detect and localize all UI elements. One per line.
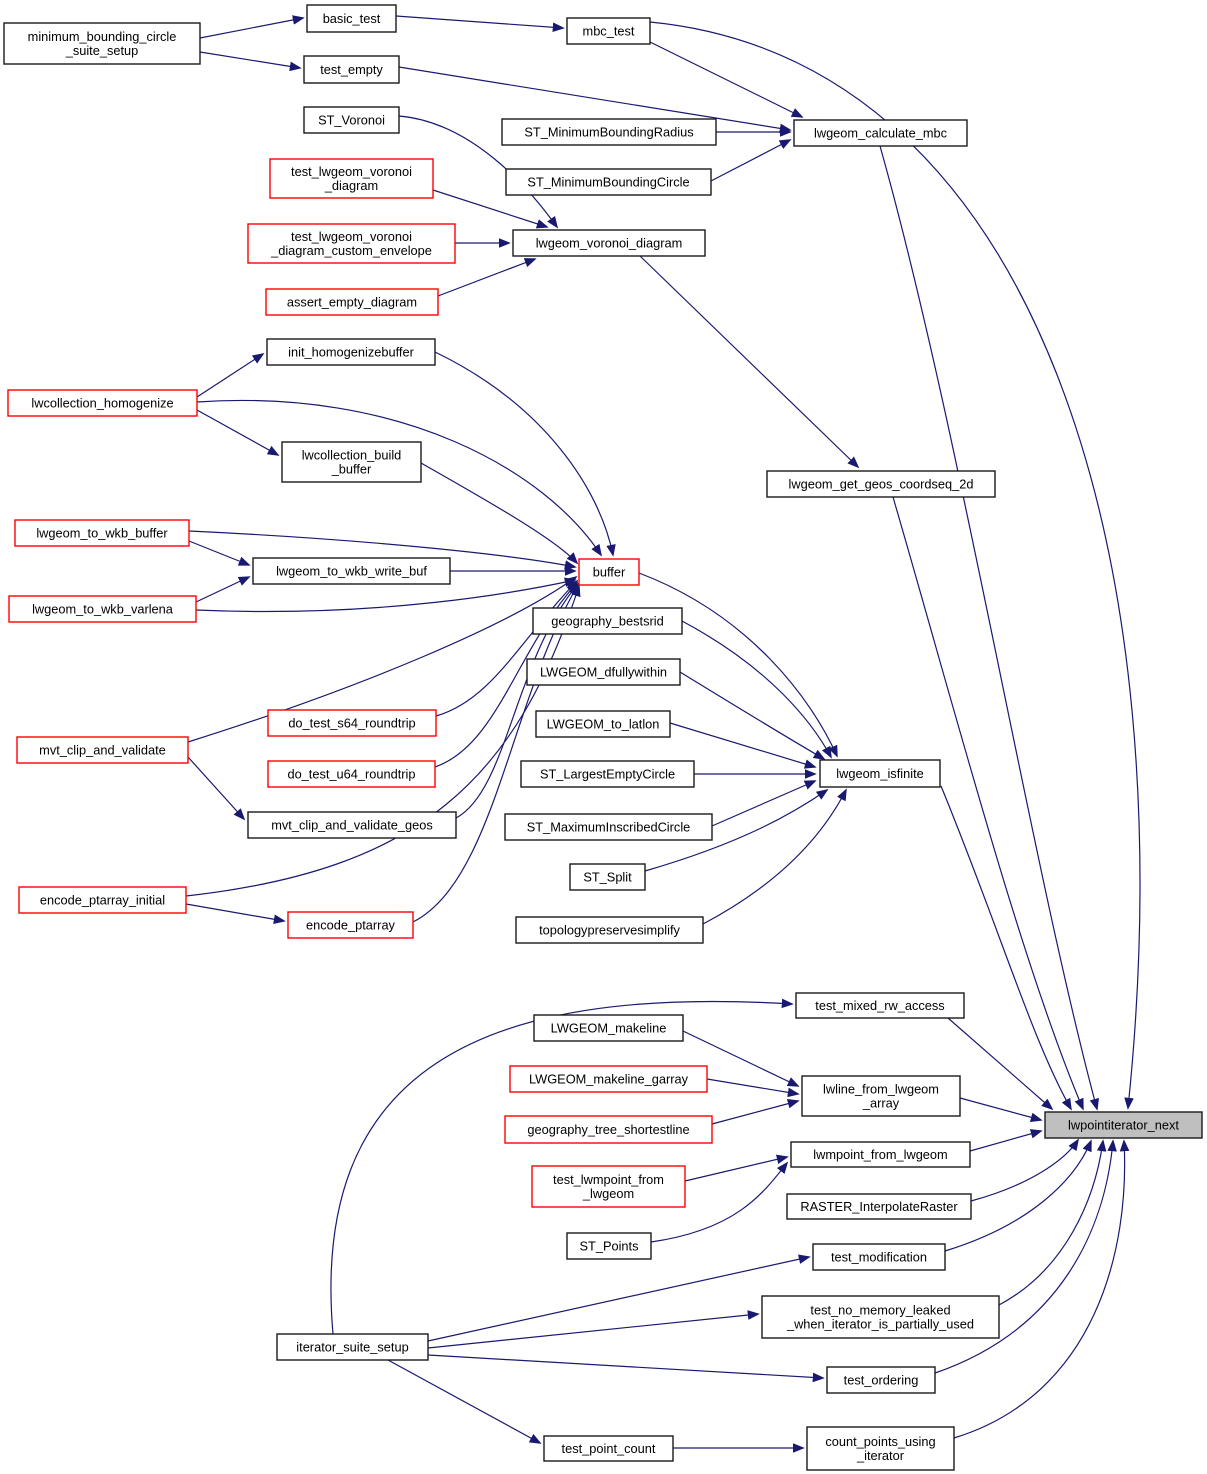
node-label-lwgeom_get_geos_coordseq_2d: lwgeom_get_geos_coordseq_2d [788, 476, 974, 492]
node-ST_MaximumInscribedCircle[interactable] [505, 814, 712, 840]
node-label-mvt_clip_and_validate_geos: mvt_clip_and_validate_geos [271, 817, 433, 833]
edge-test_mixed_rw_access--lwpointiterator_next [948, 1018, 1052, 1109]
node-test_no_memory_leaked_when_iterator_is_partially_used[interactable] [762, 1296, 999, 1338]
node-geography_bestsrid[interactable] [533, 608, 682, 634]
node-label-LWGEOM_makeline_garray: LWGEOM_makeline_garray [528, 1071, 689, 1087]
node-label-do_test_s64_roundtrip: do_test_s64_roundtrip [288, 715, 416, 731]
node-label-ST_MaximumInscribedCircle: ST_MaximumInscribedCircle [526, 819, 691, 835]
node-lwgeom_to_wkb_buffer[interactable] [15, 520, 189, 546]
node-assert_empty_diagram[interactable] [266, 289, 438, 315]
node-lwline_from_lwgeom_array[interactable] [802, 1076, 960, 1116]
edge-geography_bestsrid--lwgeom_isfinite [682, 621, 831, 757]
edge-mvt_clip_and_validate--mvt_clip_and_validate_geos [188, 757, 244, 819]
nodes-layer [4, 5, 1202, 1470]
edge-lwgeom_to_wkb_varlena--lwgeom_to_wkb_write_buf [196, 577, 249, 602]
node-lwgeom_isfinite[interactable] [820, 760, 940, 787]
node-label-test_mixed_rw_access: test_mixed_rw_access [815, 998, 945, 1013]
node-test_modification[interactable] [813, 1244, 945, 1270]
edge-lwline_from_lwgeom_array--lwpointiterator_next [960, 1098, 1041, 1120]
node-test_ordering[interactable] [827, 1367, 935, 1393]
node-lwgeom_to_wkb_write_buf[interactable] [253, 558, 450, 584]
node-label-ST_MinimumBoundingRadius: ST_MinimumBoundingRadius [524, 124, 694, 140]
edge-lwcollection_homogenize--lwcollection_build_buffer [197, 410, 278, 455]
node-LWGEOM_dfullywithin[interactable] [527, 659, 680, 685]
node-test_mixed_rw_access[interactable] [796, 993, 964, 1018]
node-label-minimum_bounding_circle_suite_setup: minimum_bounding_circle _suite_setup [27, 29, 177, 58]
edge-lwcollection_homogenize--init_homogenizebuffer [197, 354, 263, 397]
edge-minimum_bounding_circle_suite_setup--test_empty [200, 52, 300, 68]
node-label-mvt_clip_and_validate: mvt_clip_and_validate [39, 742, 166, 758]
node-test_point_count[interactable] [544, 1436, 673, 1461]
node-label-encode_ptarray: encode_ptarray [306, 917, 395, 933]
node-label-test_no_memory_leaked_when_iterator_is_partially_used: test_no_memory_leaked _when_iterator_is_partially_used [786, 1302, 975, 1332]
node-lwmpoint_from_lwgeom[interactable] [791, 1142, 970, 1167]
edge-init_homogenizebuffer--buffer [435, 352, 613, 555]
node-encode_ptarray[interactable] [288, 912, 413, 938]
node-ST_Points[interactable] [567, 1233, 651, 1259]
edge-encode_ptarray_initial--buffer [186, 586, 579, 896]
node-label-LWGEOM_dfullywithin: LWGEOM_dfullywithin [539, 664, 668, 680]
node-LWGEOM_to_latlon[interactable] [536, 711, 670, 737]
node-label-lwgeom_calculate_mbc: lwgeom_calculate_mbc [813, 125, 948, 141]
node-label-buffer: buffer [592, 564, 626, 580]
edge-basic_test--mbc_test [396, 16, 563, 28]
edge-lwgeom_to_wkb_varlena--buffer [196, 580, 575, 612]
node-lwgeom_calculate_mbc[interactable] [794, 120, 967, 146]
node-iterator_suite_setup[interactable] [277, 1334, 428, 1360]
edge-iterator_suite_setup--test_point_count [388, 1360, 540, 1443]
node-count_points_using_iterator[interactable] [807, 1427, 954, 1470]
node-label-lwgeom_isfinite: lwgeom_isfinite [836, 766, 924, 781]
node-RASTER_InterpolateRaster[interactable] [787, 1194, 971, 1219]
node-label-topologypreservesimplify: topologypreservesimplify [539, 922, 680, 938]
node-test_lwgeom_voronoi_diagram[interactable] [270, 159, 433, 198]
node-label-lwgeom_to_wkb_buffer: lwgeom_to_wkb_buffer [36, 525, 168, 541]
node-label-test_ordering: test_ordering [843, 1372, 919, 1388]
edge-count_points_using_iterator--lwpointiterator_next [954, 1141, 1125, 1438]
node-test_lwgeom_voronoi_diagram_custom_envelope[interactable] [248, 224, 455, 263]
node-lwpointiterator_next[interactable] [1045, 1112, 1202, 1138]
node-label-init_homogenizebuffer: init_homogenizebuffer [288, 344, 414, 360]
edge-minimum_bounding_circle_suite_setup--basic_test [200, 18, 303, 38]
node-label-RASTER_InterpolateRaster: RASTER_InterpolateRaster [800, 1199, 958, 1214]
node-label-lwgeom_voronoi_diagram: lwgeom_voronoi_diagram [535, 235, 683, 251]
node-geography_tree_shortestline[interactable] [505, 1116, 712, 1143]
node-lwcollection_homogenize[interactable] [8, 390, 197, 416]
node-lwcollection_build_buffer[interactable] [282, 442, 421, 482]
edge-mbc_test--lwgeom_calculate_mbc [650, 42, 802, 117]
node-minimum_bounding_circle_suite_setup[interactable] [4, 23, 200, 64]
node-label-assert_empty_diagram: assert_empty_diagram [286, 294, 418, 310]
node-label-basic_test: basic_test [322, 11, 381, 26]
node-ST_MinimumBoundingRadius[interactable] [502, 119, 716, 145]
node-ST_Split[interactable] [570, 864, 645, 890]
node-label-ST_Voronoi: ST_Voronoi [318, 112, 385, 128]
edge-iterator_suite_setup--test_ordering [428, 1355, 823, 1378]
node-mbc_test[interactable] [567, 18, 650, 44]
node-ST_LargestEmptyCircle[interactable] [521, 761, 694, 787]
node-label-count_points_using_iterator: count_points_using _iterator [825, 1434, 936, 1463]
edge-lwgeom_calculate_mbc--lwpointiterator_next [880, 146, 1097, 1109]
node-label-encode_ptarray_initial: encode_ptarray_initial [39, 892, 166, 908]
node-label-do_test_u64_roundtrip: do_test_u64_roundtrip [287, 766, 416, 782]
node-ST_MinimumBoundingCircle[interactable] [506, 169, 711, 195]
node-LWGEOM_makeline_garray[interactable] [510, 1066, 707, 1092]
node-label-ST_MinimumBoundingCircle: ST_MinimumBoundingCircle [527, 174, 690, 190]
edge-topologypreservesimplify--lwgeom_isfinite [703, 790, 846, 924]
edge-encode_ptarray_initial--encode_ptarray [186, 904, 284, 921]
node-init_homogenizebuffer[interactable] [267, 339, 435, 365]
node-lwgeom_get_geos_coordseq_2d[interactable] [767, 471, 995, 497]
edge-geography_tree_shortestline--lwline_from_lwgeom_array [712, 1101, 798, 1124]
edge-mbc_test--lwpointiterator_next [650, 22, 1140, 1108]
edge-ST_MaximumInscribedCircle--lwgeom_isfinite [712, 781, 815, 826]
node-label-lwpointiterator_next: lwpointiterator_next [1068, 1117, 1179, 1133]
node-do_test_s64_roundtrip[interactable] [268, 710, 436, 736]
node-label-test_lwgeom_voronoi_diagram_custom_envelope: test_lwgeom_voronoi _diagram_custom_envelope [271, 229, 432, 258]
node-label-lwgeom_to_wkb_write_buf: lwgeom_to_wkb_write_buf [276, 563, 427, 579]
node-label-ST_Points: ST_Points [579, 1238, 639, 1254]
node-do_test_u64_roundtrip[interactable] [268, 761, 435, 787]
node-encode_ptarray_initial[interactable] [19, 887, 186, 913]
edge-RASTER_InterpolateRaster--lwpointiterator_next [971, 1140, 1078, 1201]
node-test_lwmpoint_from_lwgeom[interactable] [532, 1166, 685, 1207]
node-mvt_clip_and_validate[interactable] [17, 737, 188, 763]
node-label-lwline_from_lwgeom_array: lwline_from_lwgeom _array [823, 1081, 939, 1111]
node-ST_Voronoi[interactable] [304, 107, 399, 133]
node-label-ST_LargestEmptyCircle: ST_LargestEmptyCircle [539, 766, 676, 782]
node-label-lwcollection_homogenize: lwcollection_homogenize [31, 395, 174, 411]
node-label-ST_Split: ST_Split [583, 869, 632, 885]
node-LWGEOM_makeline[interactable] [534, 1015, 683, 1041]
node-label-geography_tree_shortestline: geography_tree_shortestline [527, 1122, 690, 1137]
node-label-geography_bestsrid: geography_bestsrid [551, 613, 664, 629]
node-label-LWGEOM_to_latlon: LWGEOM_to_latlon [546, 716, 660, 732]
edge-LWGEOM_makeline_garray--lwline_from_lwgeom_array [707, 1079, 798, 1094]
node-buffer[interactable] [579, 559, 639, 585]
node-label-lwcollection_build_buffer: lwcollection_build _buffer [301, 447, 402, 477]
node-label-lwmpoint_from_lwgeom: lwmpoint_from_lwgeom [813, 1147, 948, 1162]
edge-lwgeom_to_wkb_buffer--lwgeom_to_wkb_write_buf [189, 541, 249, 565]
edge-assert_empty_diagram--lwgeom_voronoi_diagram [438, 259, 535, 296]
edge-lwmpoint_from_lwgeom--lwpointiterator_next [970, 1131, 1041, 1151]
node-basic_test[interactable] [307, 5, 396, 32]
edge-iterator_suite_setup--test_no_memory_leaked_when_iterator_is_partially_used [428, 1314, 758, 1348]
edge-ST_MinimumBoundingCircle--lwgeom_calculate_mbc [711, 140, 790, 181]
edge-lwgeom_isfinite--lwpointiterator_next [941, 786, 1071, 1109]
node-label-test_empty: test_empty [320, 62, 383, 77]
node-test_empty[interactable] [304, 56, 399, 83]
node-mvt_clip_and_validate_geos[interactable] [248, 812, 456, 838]
node-label-test_lwgeom_voronoi_diagram: test_lwgeom_voronoi _diagram [291, 164, 412, 193]
node-label-lwgeom_to_wkb_varlena: lwgeom_to_wkb_varlena [32, 601, 173, 617]
node-label-LWGEOM_makeline: LWGEOM_makeline [550, 1020, 667, 1036]
node-label-mbc_test: mbc_test [582, 23, 635, 39]
node-lwgeom_to_wkb_varlena[interactable] [9, 596, 196, 622]
edge-test_lwmpoint_from_lwgeom--lwmpoint_from_lwgeom [685, 1157, 787, 1181]
node-lwgeom_voronoi_diagram[interactable] [513, 230, 705, 256]
node-topologypreservesimplify[interactable] [516, 917, 703, 943]
edge-lwcollection_build_buffer--buffer [421, 463, 577, 563]
node-label-test_lwmpoint_from_lwgeom: test_lwmpoint_from _lwgeom [553, 1172, 664, 1201]
node-label-test_point_count: test_point_count [561, 1441, 656, 1456]
node-label-test_modification: test_modification [830, 1249, 928, 1265]
node-label-iterator_suite_setup: iterator_suite_setup [296, 1339, 409, 1355]
edge-lwgeom_voronoi_diagram--lwgeom_get_geos_coordseq_2d [640, 256, 858, 467]
